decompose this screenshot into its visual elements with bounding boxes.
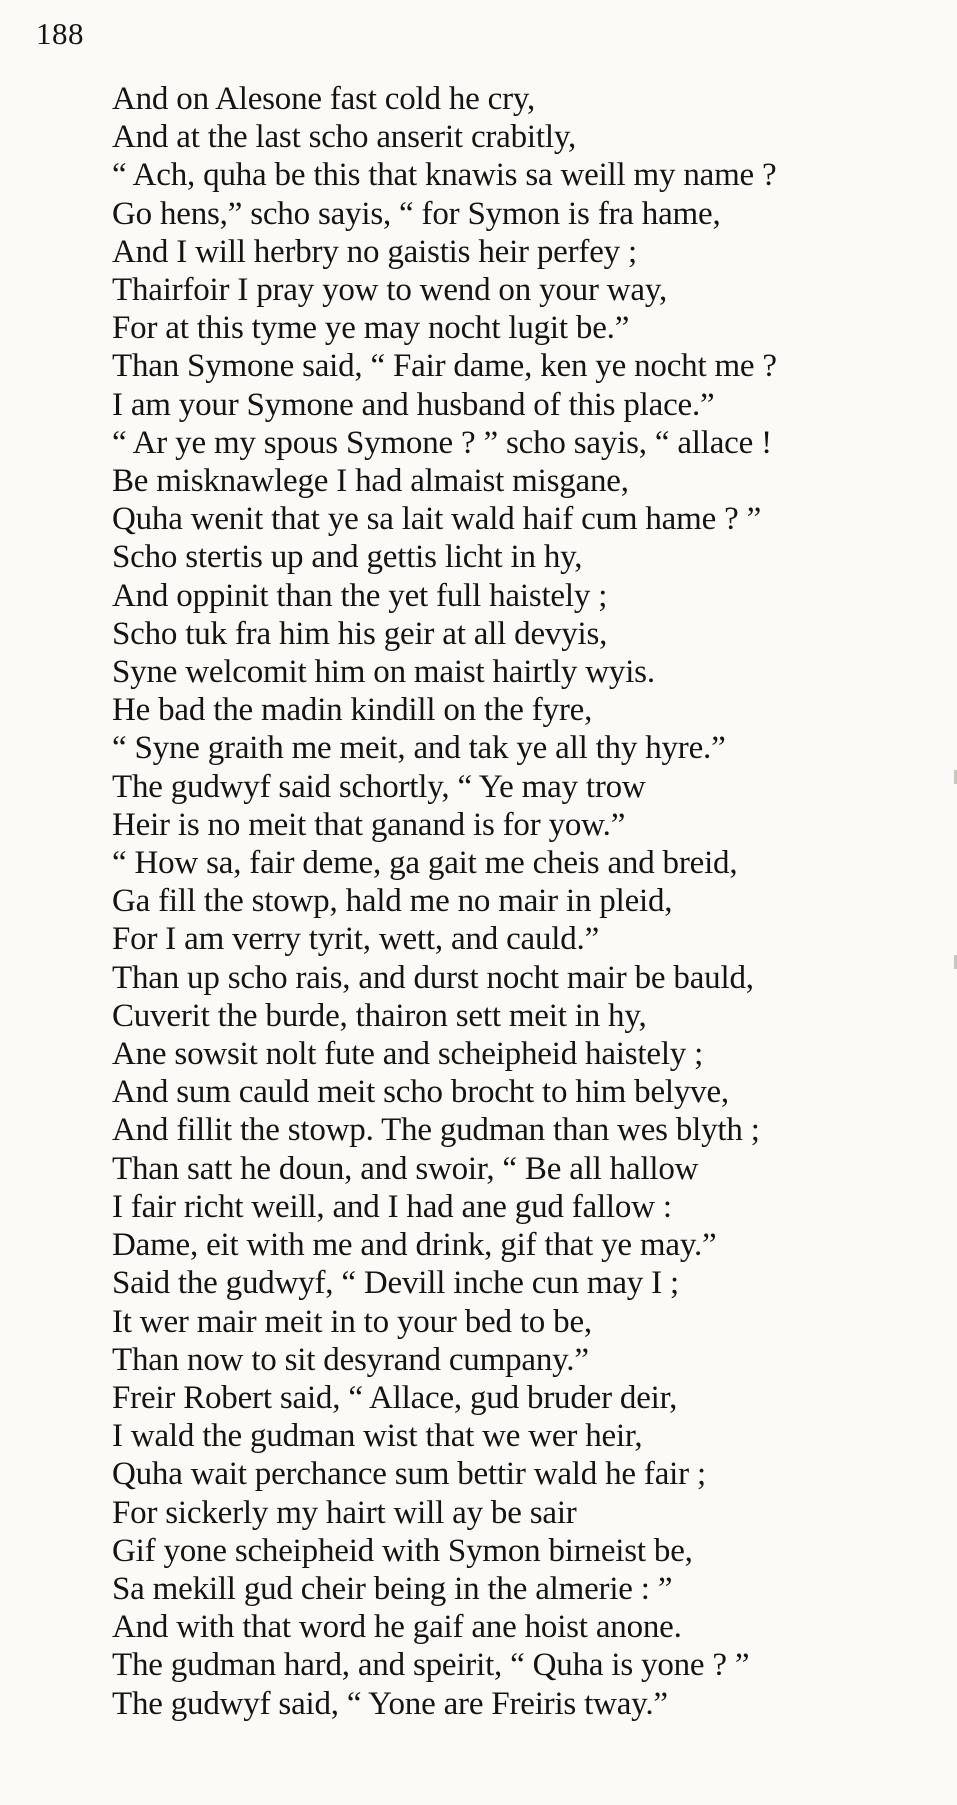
verse-line: And I will herbry no gaistis heir perfey ; [112,233,637,270]
verse-line: Scho stertis up and gettis licht in hy, [112,539,583,576]
verse-line: Than now to sit desyrand cumpany.” [112,1341,589,1378]
verse-line: I fair richt weill, and I had ane gud fallow : [112,1188,672,1225]
verse-line: For sickerly my hairt will ay be sair [112,1494,577,1531]
verse-line: For at this tyme ye may nocht lugit be.” [112,310,630,347]
verse-line: Than up scho rais, and durst nocht mair be bauld, [112,959,754,996]
verse-line: Than satt he doun, and swoir, “ Be all hallow [112,1150,699,1187]
verse-line: Heir is no meit that ganand is for yow.” [112,806,626,843]
verse-line: “ Ach, quha be this that knawis sa weill my name ? [112,157,777,194]
verse-block [112,80,932,1723]
verse-line: I wald the gudman wist that we wer heir, [112,1418,643,1455]
page-number: 188 [36,16,84,51]
verse-line: “ Ar ye my spous Symone ? ” scho sayis, “ allace ! [112,424,772,461]
verse-line: Quha wait perchance sum bettir wald he fair ; [112,1456,706,1493]
verse-line: Be misknawlege I had almaist misgane, [112,463,629,500]
verse-line: Freir Robert said, “ Allace, gud bruder deir, [112,1379,678,1416]
verse-line: “ Syne graith me meit, and tak ye all thy hyre.” [112,730,726,767]
verse-line: And oppinit than the yet full haistely ; [112,577,608,614]
verse-line: The gudman hard, and speirit, “ Quha is yone ? ” [112,1647,750,1684]
verse-line: Gif yone scheipheid with Symon birneist be, [112,1532,693,1569]
verse-line: And on Alesone fast cold he cry, [112,81,536,117]
verse-line: Said the gudwyf, “ Devill inche cun may I ; [112,1265,679,1302]
verse-line: And fillit the stowp. The gudman than wes blyth ; [112,1112,760,1149]
verse-line: Cuverit the burde, thairon sett meit in hy, [112,997,647,1034]
verse-line: It wer mair meit in to your bed to be, [112,1303,592,1340]
verse-line: Ga fill the stowp, hald me no mair in pleid, [112,883,673,920]
verse-line: Go hens,” scho sayis, “ for Symon is fra hame, [112,195,721,232]
verse-line: And at the last scho anserit crabitly, [112,119,577,156]
verse-line: Than Symone said, “ Fair dame, ken ye nocht me ? [112,348,777,385]
verse-line: And with that word he gaif ane hoist anone. [112,1609,682,1646]
verse-line: He bad the madin kindill on the fyre, [112,692,593,729]
verse-line: Sa mekill gud cheir being in the almerie : ” [112,1570,673,1607]
verse-line: The gudwyf said, “ Yone are Freiris tway.” [112,1685,668,1722]
verse-line: Dame, eit with me and drink, gif that ye may.” [112,1227,717,1264]
verse-line: Quha wenit that ye sa lait wald haif cum hame ? ” [112,501,762,538]
verse-line: For I am verry tyrit, wett, and cauld.” [112,921,600,958]
verse-line: I am your Symone and husband of this place.” [112,386,715,423]
verse-line: Ane sowsit nolt fute and scheipheid haistely ; [112,1036,704,1073]
verse-line: “ How sa, fair deme, ga gait me cheis and breid, [112,845,738,882]
verse-line: Thairfoir I pray yow to wend on your way, [112,272,668,309]
verse-line: The gudwyf said schortly, “ Ye may trow [112,768,646,805]
verse-line: Scho tuk fra him his geir at all devyis, [112,615,608,652]
verse-line: Syne welcomit him on maist hairtly wyis. [112,654,655,691]
verse-line: And sum cauld meit scho brocht to him belyve, [112,1074,729,1111]
